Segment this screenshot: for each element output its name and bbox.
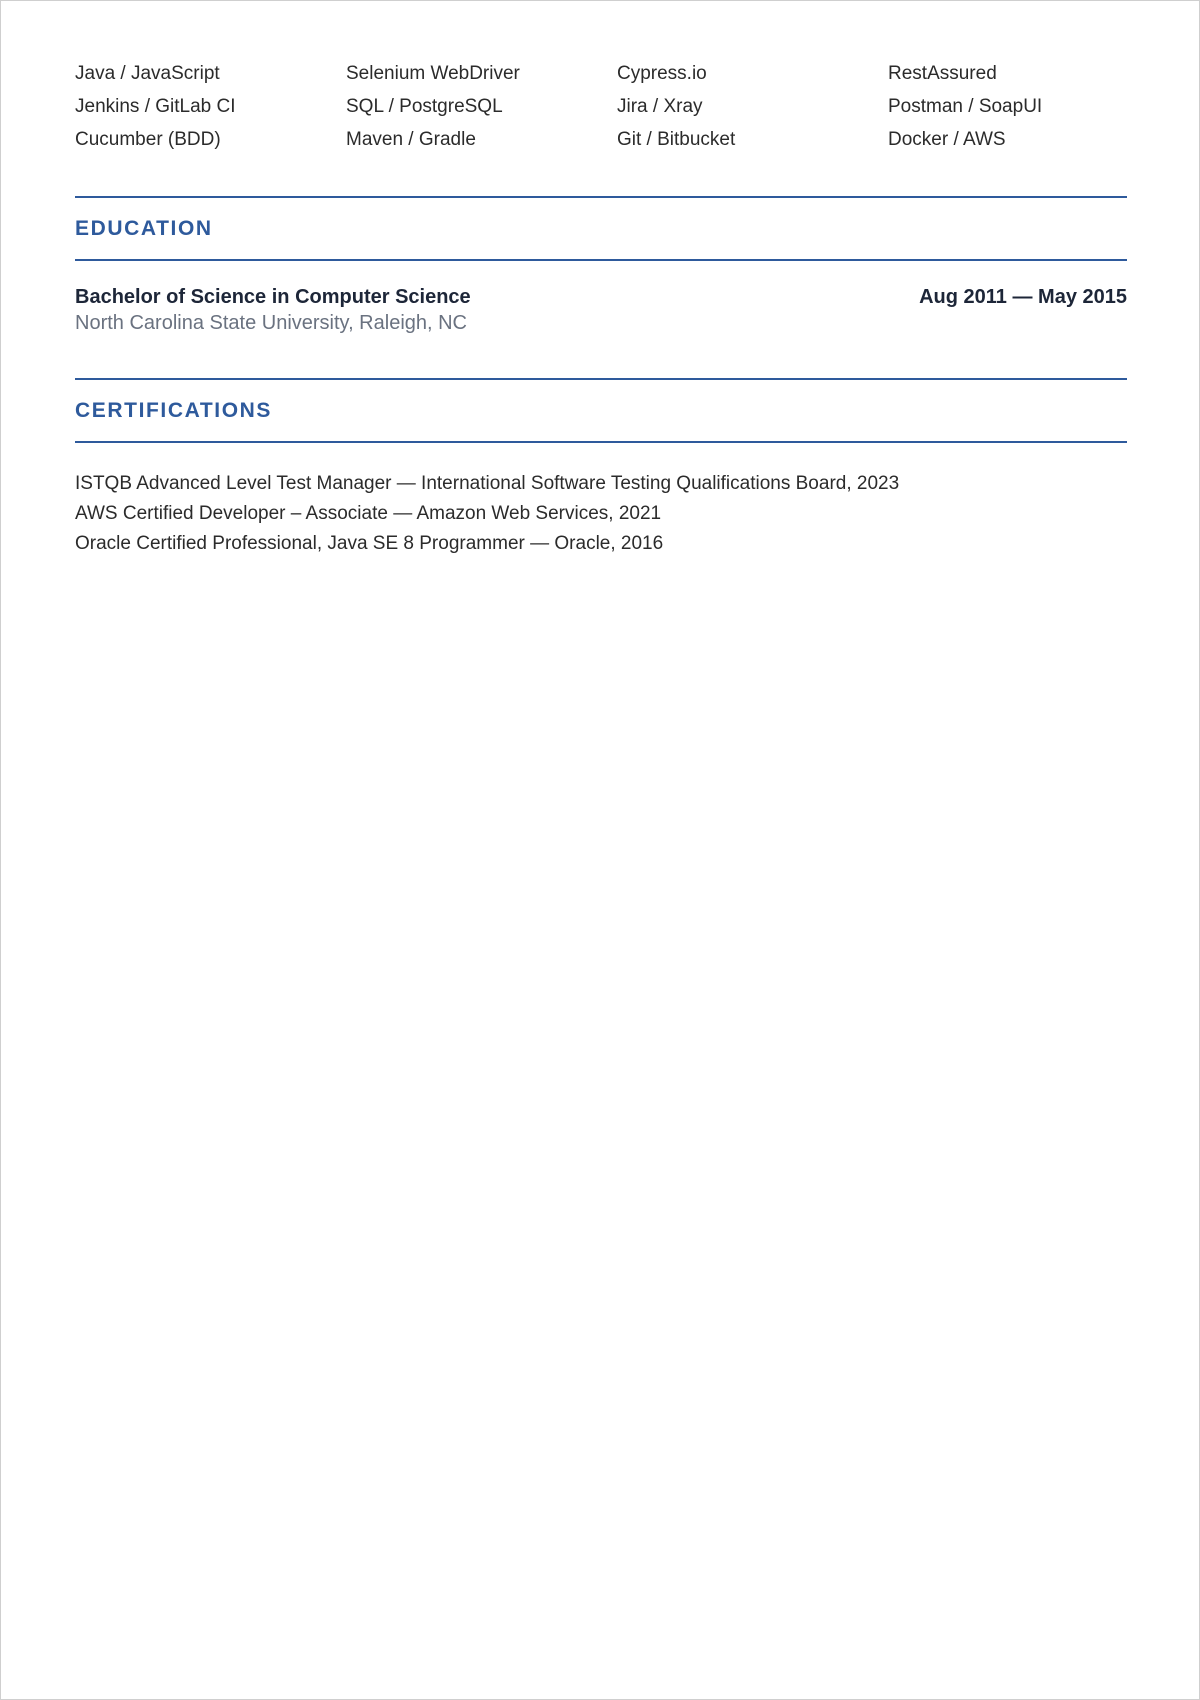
section-divider-top — [75, 196, 1127, 198]
education-heading: EDUCATION — [75, 217, 213, 240]
certifications-section — [75, 378, 1127, 559]
education-entry — [75, 285, 1127, 309]
skill-item: Git / Bitbucket — [617, 129, 736, 150]
skill-item: Java / JavaScript — [75, 63, 220, 84]
skill-item: RestAssured — [888, 63, 997, 84]
skill-item: Jira / Xray — [617, 96, 703, 117]
certification-item: ISTQB Advanced Level Test Manager — International Software Testing Qualifications Board, 2023 — [75, 473, 900, 494]
education-dates: Aug 2011 — May 2015 — [919, 286, 1127, 308]
education-degree: Bachelor of Science in Computer Science — [75, 286, 471, 308]
education-section — [75, 196, 1127, 336]
section-divider-bottom — [75, 259, 1127, 261]
skill-item: Postman / SoapUI — [888, 96, 1043, 117]
resume-content — [75, 57, 1127, 559]
education-school: North Carolina State University, Raleigh, NC — [75, 312, 468, 334]
skill-item: Docker / AWS — [888, 129, 1006, 150]
certifications-heading: CERTIFICATIONS — [75, 399, 273, 422]
section-divider-top — [75, 378, 1127, 380]
skills-grid — [75, 57, 1127, 156]
skill-item: Cucumber (BDD) — [75, 129, 221, 150]
skill-item: Maven / Gradle — [346, 129, 476, 150]
skill-item: Selenium WebDriver — [346, 63, 520, 84]
skill-item: Jenkins / GitLab CI — [75, 96, 236, 117]
certification-item: AWS Certified Developer – Associate — Amazon Web Services, 2021 — [75, 503, 662, 524]
section-divider-bottom — [75, 441, 1127, 443]
skill-item: Cypress.io — [617, 63, 707, 84]
skill-item: SQL / PostgreSQL — [346, 96, 503, 117]
certifications-list — [75, 469, 1127, 559]
certification-item: Oracle Certified Professional, Java SE 8 Programmer — Oracle, 2016 — [75, 533, 664, 554]
